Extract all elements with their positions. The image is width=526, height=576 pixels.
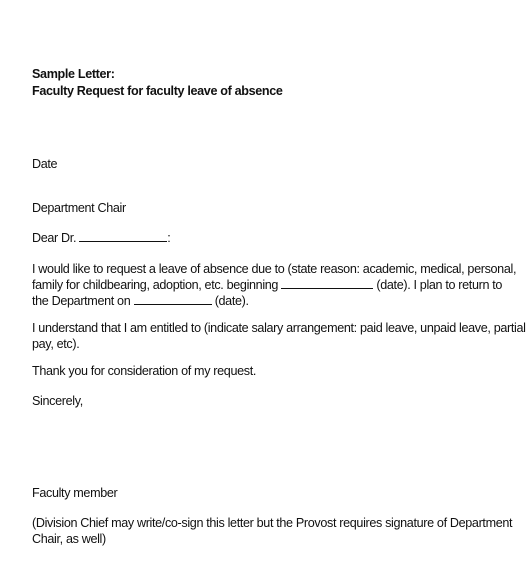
heading-title: Faculty Request for faculty leave of absence [32,84,283,98]
closing: Sincerely, [32,394,83,408]
para1-line3 [32,293,249,309]
start-date-blank [281,277,373,289]
para1-line2-prefix: family for childbearing, adoption, etc. beginning [32,278,279,292]
salutation-prefix: Dear Dr. [32,231,77,245]
para1-line3-suffix: (date). [214,294,249,308]
para1-line3-prefix: the Department on [32,294,131,308]
para2-line1: I understand that I am entitled to (indicate salary arrangement: paid leave, unpaid leave, partial [32,321,526,335]
doctor-name-blank [79,230,167,242]
note-line2: Chair, as well) [32,532,106,546]
recipient: Department Chair [32,201,126,215]
thanks-line: Thank you for consideration of my request. [32,364,257,378]
para1-line2 [32,277,502,293]
para1-line2-suffix: (date). I plan to return to [376,278,503,292]
para1-line1: I would like to request a leave of absence due to (state reason: academic, medical, personal, [32,262,517,276]
date-label: Date [32,157,58,171]
salutation [32,230,170,246]
heading-sample-letter: Sample Letter: [32,67,115,81]
para2-line2: pay, etc). [32,337,80,351]
signer: Faculty member [32,486,118,500]
note-line1: (Division Chief may write/co-sign this letter but the Provost requires signature of Department [32,516,513,530]
return-date-blank [134,293,212,305]
salutation-suffix: : [167,231,171,245]
